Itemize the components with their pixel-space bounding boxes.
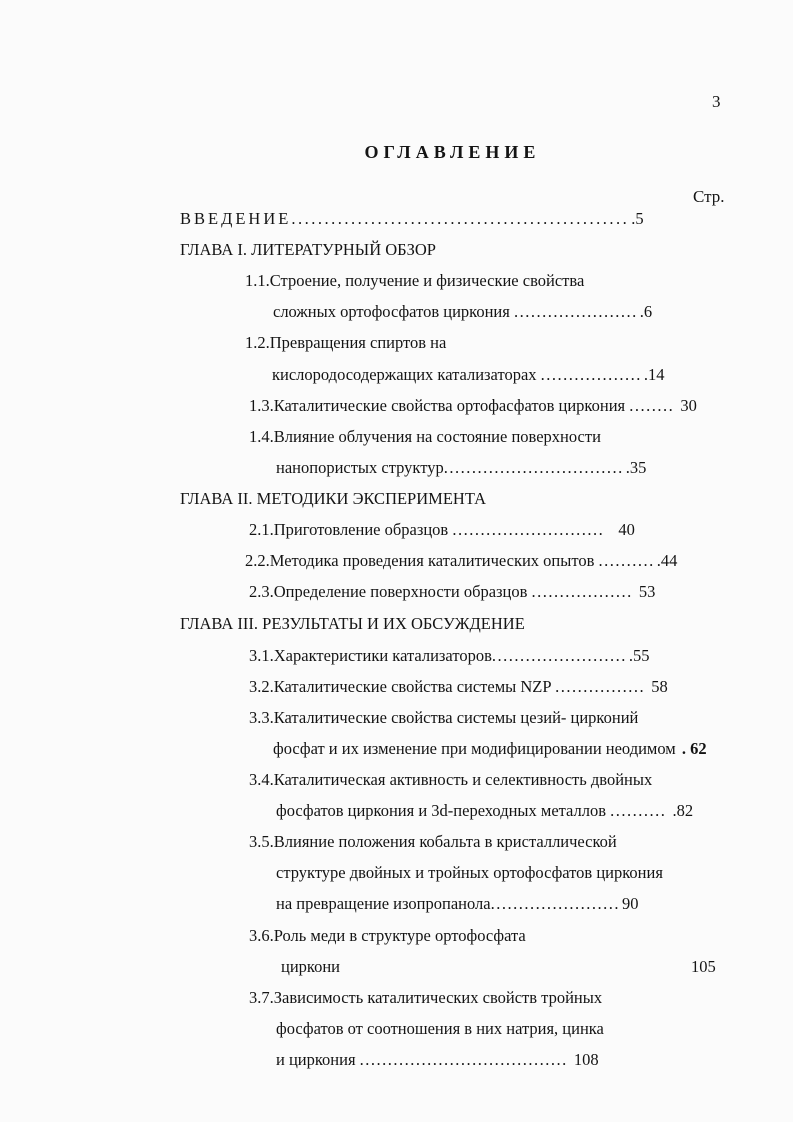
- leader-dots: ...................................................: [291, 209, 630, 228]
- toc-entry-3-5-line2[interactable]: структуре двойных и тройных ортофосфатов циркония: [276, 863, 663, 882]
- toc-entry-text: на превращение изопропанола: [276, 894, 491, 913]
- leader-dots: ..................: [531, 582, 633, 601]
- toc-entry-text: сложных ортофосфатов циркония: [273, 302, 510, 321]
- toc-entry-text: кислородосодержащих катализаторах: [272, 365, 537, 384]
- toc-entry-3-5-line1[interactable]: 3.5.Влияние положения кобальта в кристаллической: [249, 832, 617, 851]
- toc-entry-3-6-line2[interactable]: [281, 957, 340, 977]
- leader-dots: ................................: [443, 458, 624, 477]
- toc-page-number: .82: [672, 801, 694, 820]
- toc-page-number: 108: [573, 1050, 599, 1069]
- toc-entry-3-6-line1[interactable]: 3.6.Роль меди в структуре ортофосфата: [249, 926, 526, 945]
- toc-chapter-1[interactable]: ГЛАВА I. ЛИТЕРАТУРНЫЙ ОБЗОР: [180, 240, 436, 259]
- toc-entry-text: циркони: [281, 957, 340, 976]
- toc-entry-1-1-line1[interactable]: 1.1.Строение, получение и физические свойства: [245, 271, 585, 290]
- toc-entry-3-3-line1[interactable]: 3.3.Каталитические свойства системы цезий- цирконий: [249, 708, 639, 727]
- toc-page-number: 105: [691, 957, 716, 976]
- toc-entry-text: и циркония: [276, 1050, 356, 1069]
- toc-entry-3-4-line2[interactable]: [276, 801, 693, 821]
- toc-entry-text: нанопористых структур: [276, 458, 444, 477]
- toc-page-number: .44: [656, 551, 678, 570]
- toc-entry-1-3[interactable]: [249, 396, 697, 416]
- leader-dots: ........................: [491, 646, 627, 665]
- toc-page-number: .14: [643, 365, 665, 384]
- toc-entry-1-4-line1[interactable]: 1.4.Влияние облучения на состояние поверхности: [249, 427, 601, 446]
- toc-entry-3-4-line1[interactable]: 3.4.Каталитическая активность и селективность двойных: [249, 770, 653, 789]
- leader-dots: ..................: [540, 365, 642, 384]
- toc-entry-text: 2.3.Определение поверхности образцов: [249, 582, 528, 601]
- toc-entry-text: 2.2.Методика проведения каталитических опытов: [245, 551, 595, 570]
- toc-page-number: . 62: [681, 739, 707, 758]
- toc-page-number: .6: [639, 302, 653, 321]
- toc-entry-text: 1.3.Каталитические свойства ортофасфатов циркония: [249, 396, 626, 415]
- leader-dots: ...........................: [452, 520, 605, 539]
- toc-entry-1-4-line2[interactable]: [276, 458, 646, 478]
- toc-entry-1-1-line2[interactable]: [273, 302, 652, 322]
- toc-entry-text: фосфат и их изменение при модифицировании неодимом: [273, 739, 676, 758]
- toc-entry-3-7-line3[interactable]: [276, 1050, 599, 1070]
- page-column-label: Стр.: [693, 187, 725, 206]
- toc-entry-3-7-line2[interactable]: фосфатов от соотношения в них натрия, цинка: [276, 1019, 604, 1038]
- toc-entry-3-3-line2[interactable]: [273, 739, 707, 759]
- toc-entry-3-7-line1[interactable]: 3.7.Зависимость каталитических свойств тройных: [249, 988, 603, 1007]
- toc-entry-3-5-line3[interactable]: [276, 894, 638, 914]
- toc-entry-text: фосфатов циркония и 3d-переходных металлов: [276, 801, 607, 820]
- leader-dots: ..........: [610, 801, 667, 820]
- toc-entry-2-3[interactable]: [249, 582, 655, 602]
- leader-dots: ......................: [513, 302, 638, 321]
- toc-entry-3-2[interactable]: [249, 677, 668, 697]
- toc-page-number: 53: [638, 582, 656, 601]
- toc-page-number: 30: [680, 396, 697, 415]
- page-number: 3: [712, 92, 721, 111]
- toc-page-number: .5: [631, 209, 644, 228]
- toc-page-number: .55: [628, 646, 650, 665]
- leader-dots: ................: [555, 677, 646, 696]
- toc-entry-text: 2.1.Приготовление образцов: [249, 520, 449, 539]
- leader-dots: ........: [629, 396, 675, 415]
- toc-entry-text: ВВЕДЕНИЕ: [180, 209, 292, 228]
- toc-entry-3-1[interactable]: [249, 646, 650, 666]
- toc-entry-text: 3.1.Характеристики катализаторов: [249, 646, 492, 665]
- toc-chapter-3[interactable]: ГЛАВА III. РЕЗУЛЬТАТЫ И ИХ ОБСУЖДЕНИЕ: [180, 614, 525, 633]
- leader-dots: .......................: [490, 894, 620, 913]
- toc-entry-2-1[interactable]: [249, 520, 635, 540]
- leader-dots: ..........: [598, 551, 655, 570]
- toc-entry-1-2-line1[interactable]: 1.2.Превращения спиртов на: [245, 333, 447, 352]
- toc-entry-text: 3.2.Каталитические свойства системы NZP: [249, 677, 551, 696]
- page-title: ОГЛАВЛЕНИЕ: [364, 142, 541, 162]
- toc-entry-intro[interactable]: [180, 209, 644, 229]
- toc-page-number: .35: [625, 458, 647, 477]
- toc-entry-1-2-line2[interactable]: [272, 365, 665, 385]
- leader-dots: .....................................: [359, 1050, 568, 1069]
- toc-page-number: 40: [618, 520, 635, 539]
- toc-page-number: 58: [651, 677, 668, 696]
- toc-entry-2-2[interactable]: [245, 551, 677, 571]
- toc-chapter-2[interactable]: ГЛАВА II. МЕТОДИКИ ЭКСПЕРИМЕНТА: [180, 489, 486, 508]
- toc-page-number: 90: [621, 894, 639, 913]
